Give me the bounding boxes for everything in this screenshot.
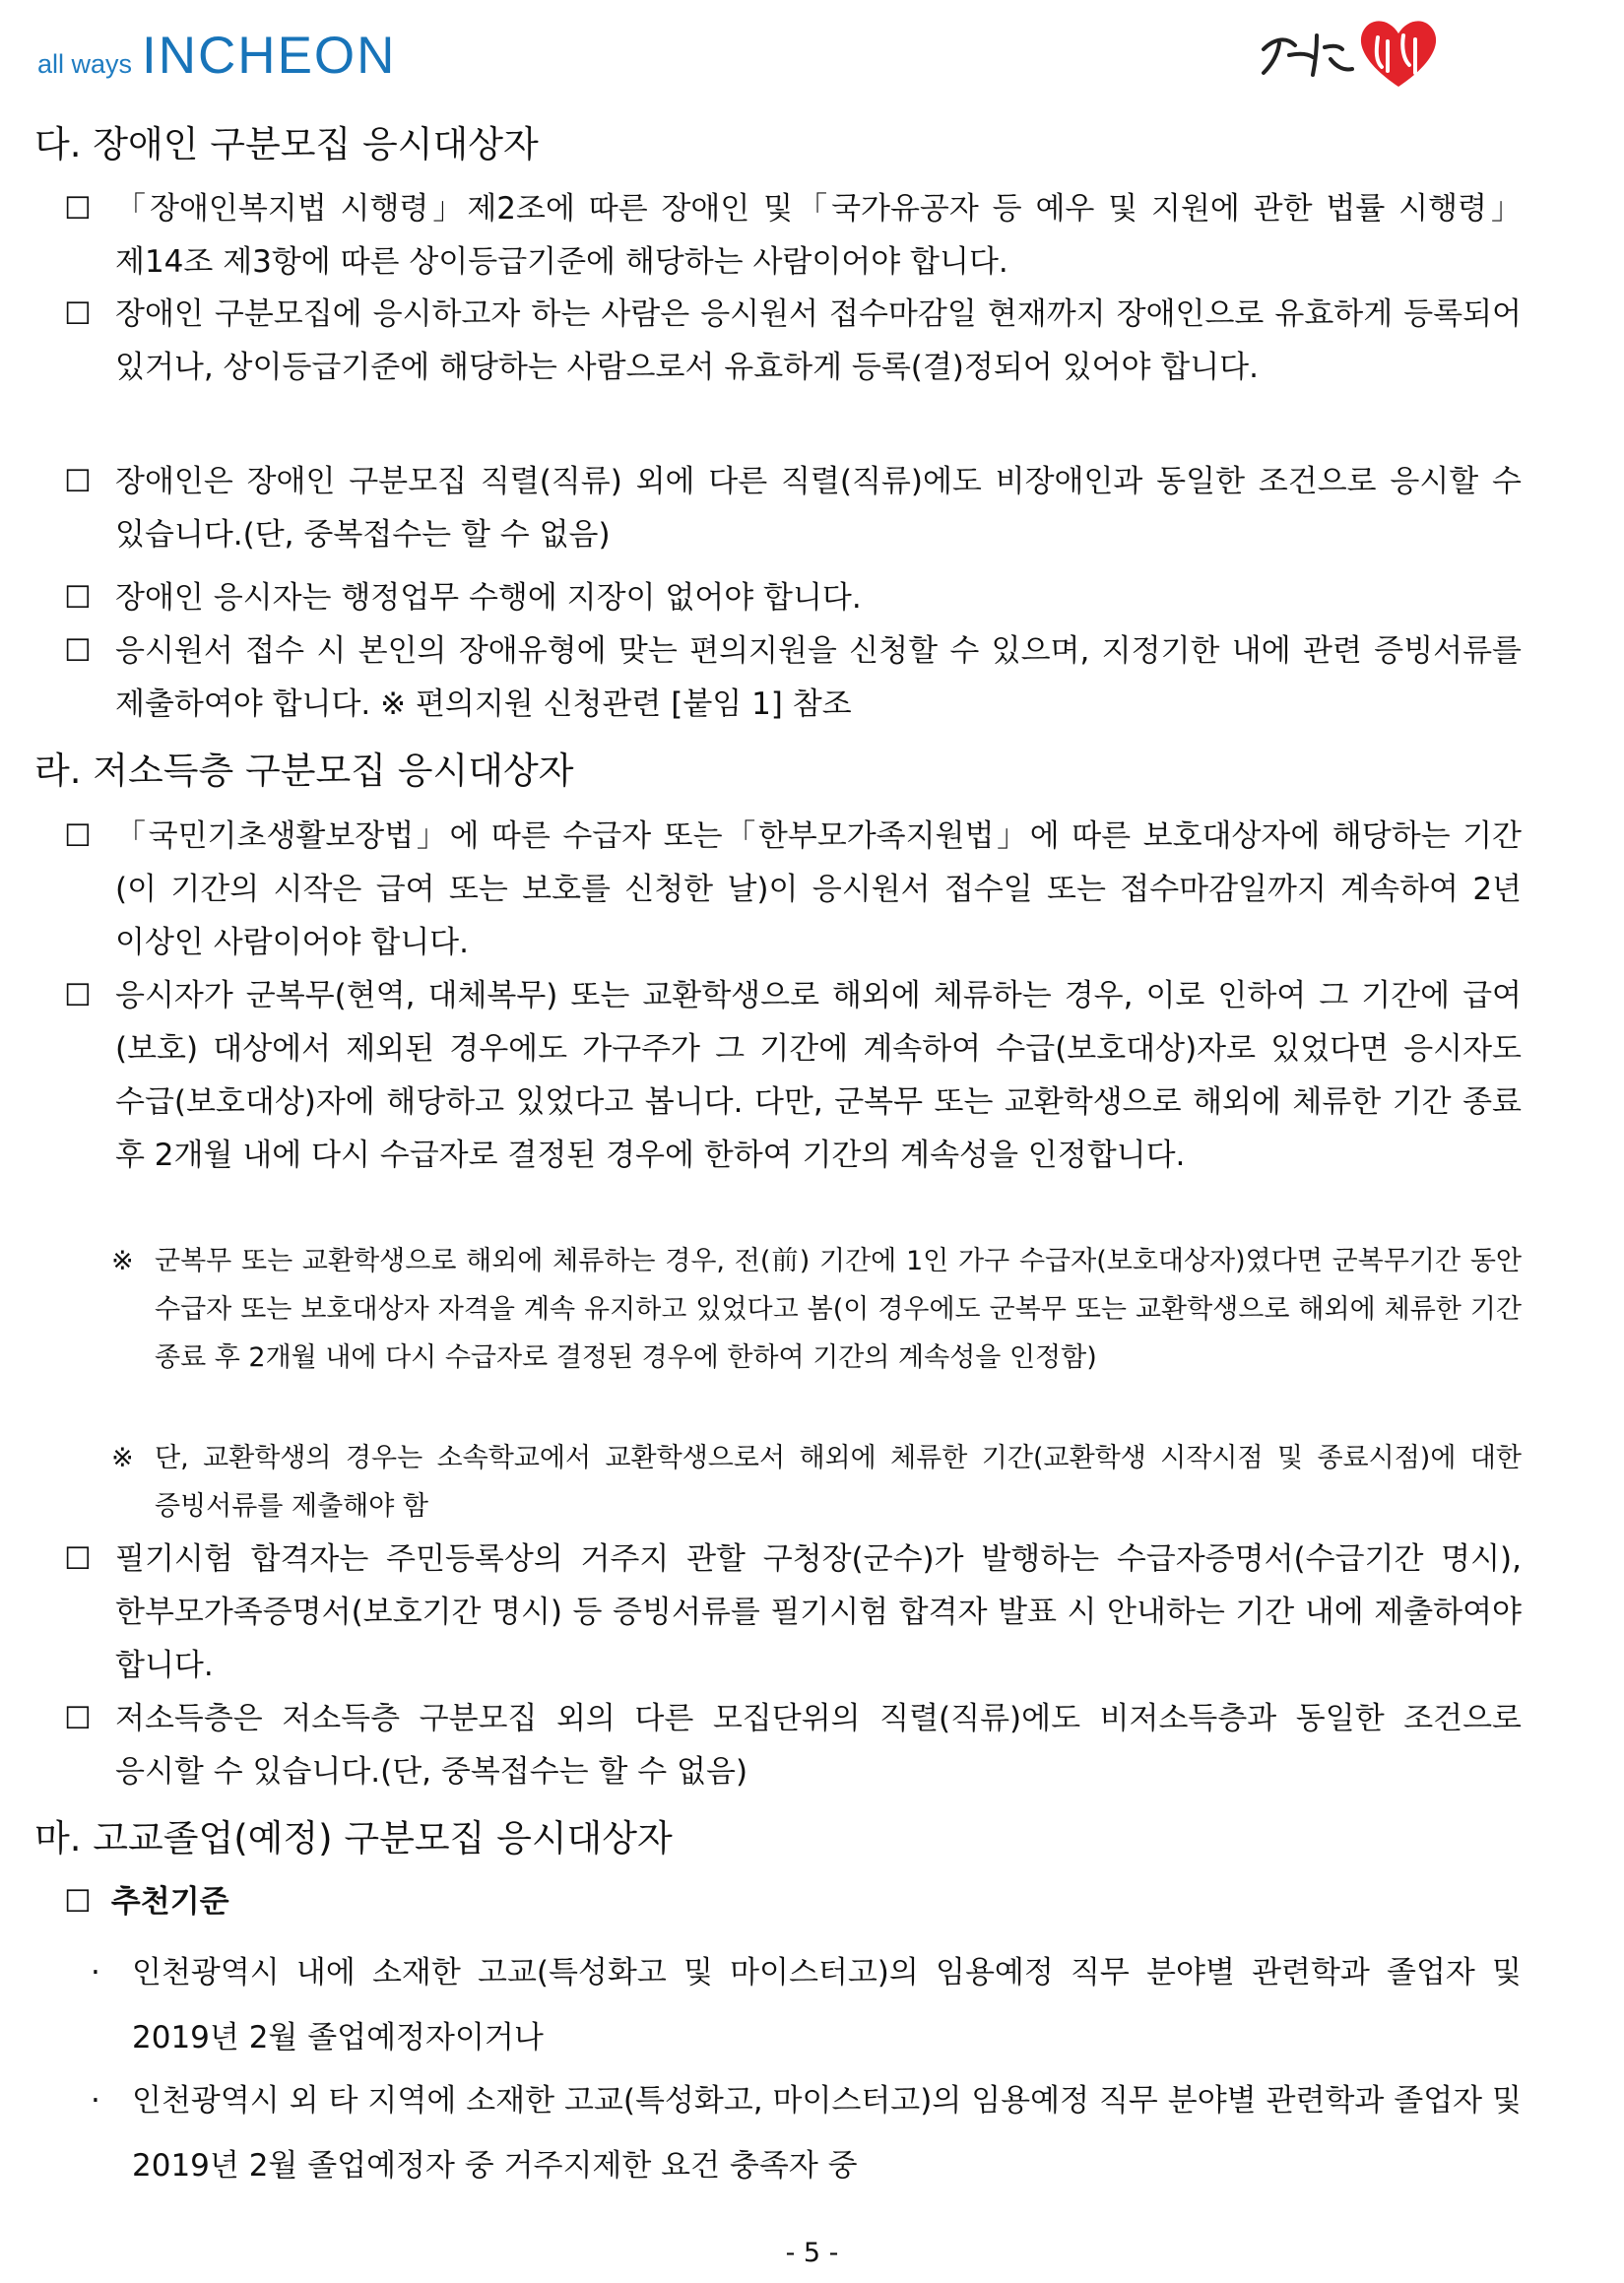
note-item [111, 1237, 1522, 1382]
checkbox-bullet-icon: ☐ [64, 580, 92, 616]
list-item [64, 288, 1522, 394]
list-item [91, 1940, 1522, 2070]
reference-mark-icon: ※ [111, 1443, 134, 1473]
dot-bullet-icon: · [91, 1955, 100, 1990]
item-text: 장애인 구분모집에 응시하고자 하는 사람은 응시원서 접수마감일 현재까지 장애인으로 유효하게 등록되어 있거나, 상이등급기준에 해당하는 사람으로서 유효하게 등록(결)정되어 있어야 합니다. [115, 296, 1522, 385]
list-item [64, 1533, 1522, 1692]
dot-bullet-icon: · [91, 2083, 100, 2119]
list-item [64, 969, 1522, 1182]
item-text: 저소득층은 저소득층 구분모집 외의 다른 모집단위의 직렬(직류)에도 비저소득층과 동일한 조건으로 응시할 수 있습니다.(단, 중복접수는 할 수 없음) [115, 1701, 1522, 1790]
checkbox-bullet-icon: ☐ [64, 818, 92, 854]
item-text: 필기시험 합격자는 주민등록상의 거주지 관할 구청장(군수)가 발행하는 수급자증명서(수급기간 명시), 한부모가족증명서(보호기간 명시) 등 증빙서류를 필기시험 합격자 발표 시 안내하는 기간 내에 제출하여야 합니다. [115, 1541, 1522, 1683]
checkbox-bullet-icon: ☐ [64, 1701, 92, 1736]
item-text: 장애인 응시자는 행정업무 수행에 지장이 없어야 합니다. [115, 580, 862, 616]
page-number: - 5 - [785, 2238, 839, 2268]
checkbox-bullet-icon: ☐ [64, 978, 92, 1013]
item-text: 응시자가 군복무(현역, 대체복무) 또는 교환학생으로 해외에 체류하는 경우, 이로 인하여 그 기간에 급여(보호) 대상에서 제외된 경우에도 가구주가 그 기간에 계속하여 수급(보호대상)자로 있었다면 응시자도 수급(보호대상)자에 해당하고 있었다고 봅니다. 다만, 군복무 또는 교환학생으로 해외에 체류한 기간 종료 후 2개월 내에 다시 수급자로 결정된 경우에 한하여 기간의 계속성을 인정합니다. [115, 978, 1522, 1173]
note-text: 군복무 또는 교환학생으로 해외에 체류하는 경우, 전(前) 기간에 1인 가구 수급자(보호대상자)였다면 군복무기간 동안 수급자 또는 보호대상자 자격을 계속 유지하고 있었다고 봄(이 경우에도 군복무 또는 교환학생으로 해외에 체류한 기간 종료 후 2개월 내에 다시 수급자로 결정된 경우에 한하여 기간의 계속성을 인정함) [155, 1246, 1522, 1373]
checkbox-bullet-icon: ☐ [64, 464, 92, 499]
item-text: 인천광역시 외 타 지역에 소재한 고교(특성화고, 마이스터고)의 임용예정 직무 분야별 관련학과 졸업자 및 2019년 2월 졸업예정자 중 거주지제한 요건 충족자 중 [132, 2083, 1522, 2184]
logo-tagline: all ways [37, 49, 133, 79]
logo-wordmark: INCHEON [142, 27, 397, 85]
subheading-text: 추천기준 [110, 1884, 229, 1920]
checkbox-bullet-icon: ☐ [64, 633, 92, 669]
section-heading-high-school: 마. 고교졸업(예정) 구분모집 응시대상자 [34, 1817, 673, 1859]
checkbox-bullet-icon: ☐ [64, 1884, 92, 1920]
note-text: 단, 교환학생의 경우는 소속학교에서 교환학생으로서 해외에 체류한 기간(교환학생 시작시점 및 종료시점)에 대한 증빙서류를 제출해야 함 [155, 1443, 1522, 1522]
reference-mark-icon: ※ [111, 1246, 134, 1276]
item-text: 「장애인복지법 시행령」제2조에 따른 장애인 및「국가유공자 등 예우 및 지원에 관한 법률 시행령」제14조 제3항에 따른 상이등급기준에 해당하는 사람이어야 합니다. [115, 191, 1522, 280]
list-item [64, 624, 1522, 731]
section-heading-low-income: 라. 저소득층 구분모집 응시대상자 [34, 750, 574, 792]
list-item [64, 1692, 1522, 1798]
list-item [64, 182, 1522, 289]
checkbox-bullet-icon: ☐ [64, 296, 92, 332]
subheading-recommendation-criteria [64, 1877, 229, 1926]
item-text: 장애인은 장애인 구분모집 직렬(직류) 외에 다른 직렬(직류)에도 비장애인과 동일한 조건으로 응시할 수 있습니다.(단, 중복접수는 할 수 없음) [115, 464, 1522, 553]
checkbox-bullet-icon: ☐ [64, 191, 92, 227]
list-item [64, 810, 1522, 969]
list-item [91, 2068, 1522, 2198]
item-text: 인천광역시 내에 소재한 고교(특성화고 및 마이스터고)의 임용예정 직무 분야별 관련학과 졸업자 및 2019년 2월 졸업예정자이거나 [132, 1955, 1522, 2055]
item-text: 「국민기초생활보장법」에 따른 수급자 또는「한부모가족지원법」에 따른 보호대상자에 해당하는 기간(이 기간의 시작은 급여 또는 보호를 신청한 날)이 응시원서 접수일 또는 접수마감일까지 계속하여 2년 이상인 사람이어야 합니다. [115, 818, 1522, 960]
list-item [64, 571, 1522, 624]
section-heading-disabled: 다. 장애인 구분모집 응시대상자 [34, 123, 539, 165]
item-text: 응시원서 접수 시 본인의 장애유형에 맞는 편의지원을 신청할 수 있으며, 지정기한 내에 관련 증빙서류를 제출하여야 합니다. ※ 편의지원 신청관련 [붙임 1] 참조 [115, 633, 1522, 722]
note-item [111, 1434, 1522, 1531]
checkbox-bullet-icon: ☐ [64, 1541, 92, 1577]
list-item [64, 455, 1522, 561]
